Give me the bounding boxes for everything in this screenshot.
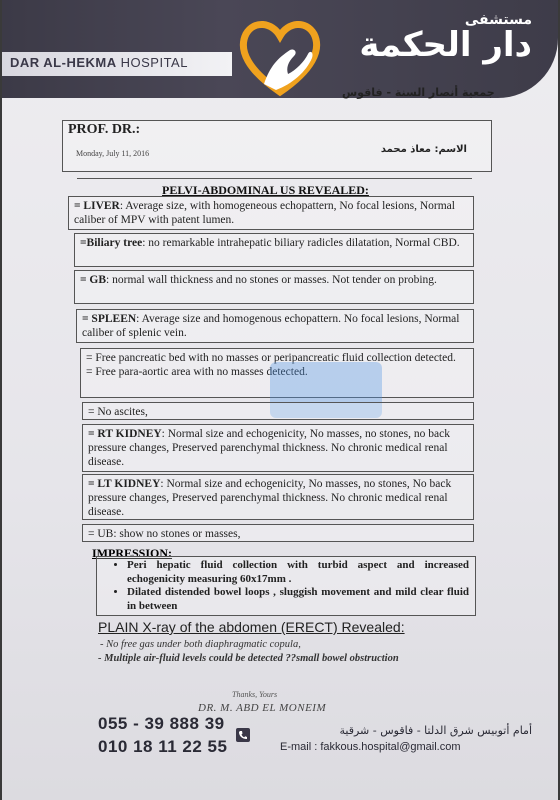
- hospital-header: [2, 0, 558, 98]
- prof-label: PROF. DR.:: [68, 122, 141, 137]
- hospital-name-ar: [332, 12, 532, 64]
- divider: [77, 178, 472, 179]
- signature-thanks: Thanks, Yours: [232, 690, 278, 699]
- section-biliary: [74, 233, 474, 267]
- xray-line: - No free gas under both diaphragmatic copula,: [100, 639, 301, 650]
- section-text: = Free pancreatic bed with no masses or peripancreatic fluid collection detected.: [86, 352, 456, 364]
- impression-item: • Peri hepatic fluid collection with turbid aspect and increased echogenicity measuring 60x17mm .: [127, 559, 469, 586]
- email-address: E-mail : fakkous.hospital@gmail.com: [280, 741, 461, 753]
- section-text: = No ascites,: [88, 406, 148, 418]
- hospital-name-ar-small: مستشفى: [464, 12, 532, 28]
- section-label: = LIVER: [74, 200, 120, 212]
- section-label: =Biliary tree: [80, 237, 143, 249]
- xray-title: PLAIN X-ray of the abdomen (ERECT) Revealed:: [98, 619, 405, 635]
- phone-number-2: 010 18 11 22 55: [98, 737, 228, 756]
- report-sheet: [2, 0, 558, 800]
- section-text: = UB: show no stones or masses,: [88, 528, 241, 540]
- report-date: Monday, July 11, 2016: [76, 149, 150, 158]
- signature-doctor: DR. M. ABD EL MONEIM: [198, 702, 327, 714]
- phone-number-1: 055 - 39 888 39: [98, 714, 225, 733]
- section-text: : Average size, with homogeneous echopattern, No focal lesions, Normal caliber of MPV with patent lumen.: [74, 200, 455, 226]
- section-spleen: [76, 309, 474, 343]
- section-label: = RT KIDNEY: [88, 428, 162, 440]
- hospital-name-en: [10, 55, 188, 70]
- section-gb: [74, 270, 474, 304]
- section-text: : no remarkable intrahepatic biliary radicles dilatation, Normal CBD.: [142, 237, 460, 249]
- section-ascites: [82, 402, 474, 420]
- section-label: = LT KIDNEY: [88, 478, 161, 490]
- impression-item: • Dilated distended bowel loops , sluggish movement and mild clear fluid in between: [127, 586, 469, 613]
- address-ar: أمام أتوبيس شرق الدلتا - فاقوس - شرقية: [339, 724, 532, 737]
- heart-hand-logo: [234, 14, 326, 98]
- hospital-name-ar-big: دار الحكمة: [359, 25, 532, 65]
- phone-icon: [236, 728, 250, 742]
- section-text: : Normal size and echogenicity, No masses, no stones, no back pressure changes, Preserved parenchymal thickness. No chronic medical renal disease.: [88, 428, 450, 468]
- section-label: = SPLEEN: [82, 313, 137, 325]
- patient-name: الاسم: معاذ محمد: [380, 144, 467, 155]
- section-lt-kidney: [82, 474, 474, 520]
- section-text: = Free para-aortic area with no masses detected.: [86, 366, 308, 378]
- report-title: PELVI-ABDOMINAL US REVEALED:: [162, 183, 369, 197]
- section-label: = GB: [80, 274, 107, 286]
- section-ub: [82, 524, 474, 542]
- hospital-name-en-bold: DAR AL-HEKMA: [10, 55, 117, 70]
- section-liver: [68, 196, 474, 230]
- hospital-subtitle-ar: جمعية أنصار السنة - فاقوس: [342, 86, 495, 99]
- section-text: : Normal size and echogenicity, No masses, no stones, No back pressure changes, Preserved parenchymal thickness. No chronic medical renal disease.: [88, 478, 452, 518]
- section-text: : Average size and homogenous echopattern. No focal lesions, Normal caliber of splenic vein.: [82, 313, 460, 339]
- patient-info-box: [62, 120, 492, 172]
- hospital-name-en-light: HOSPITAL: [120, 55, 188, 70]
- impression-title: IMPRESSION:: [92, 546, 173, 560]
- xray-line: - Multiple air-fluid levels could be detected ??small bowel obstruction: [98, 653, 399, 664]
- section-text: : normal wall thickness and no stones or masses. Not tender on probing.: [106, 274, 437, 286]
- section-rt-kidney: [82, 424, 474, 472]
- impression-box: [96, 556, 476, 616]
